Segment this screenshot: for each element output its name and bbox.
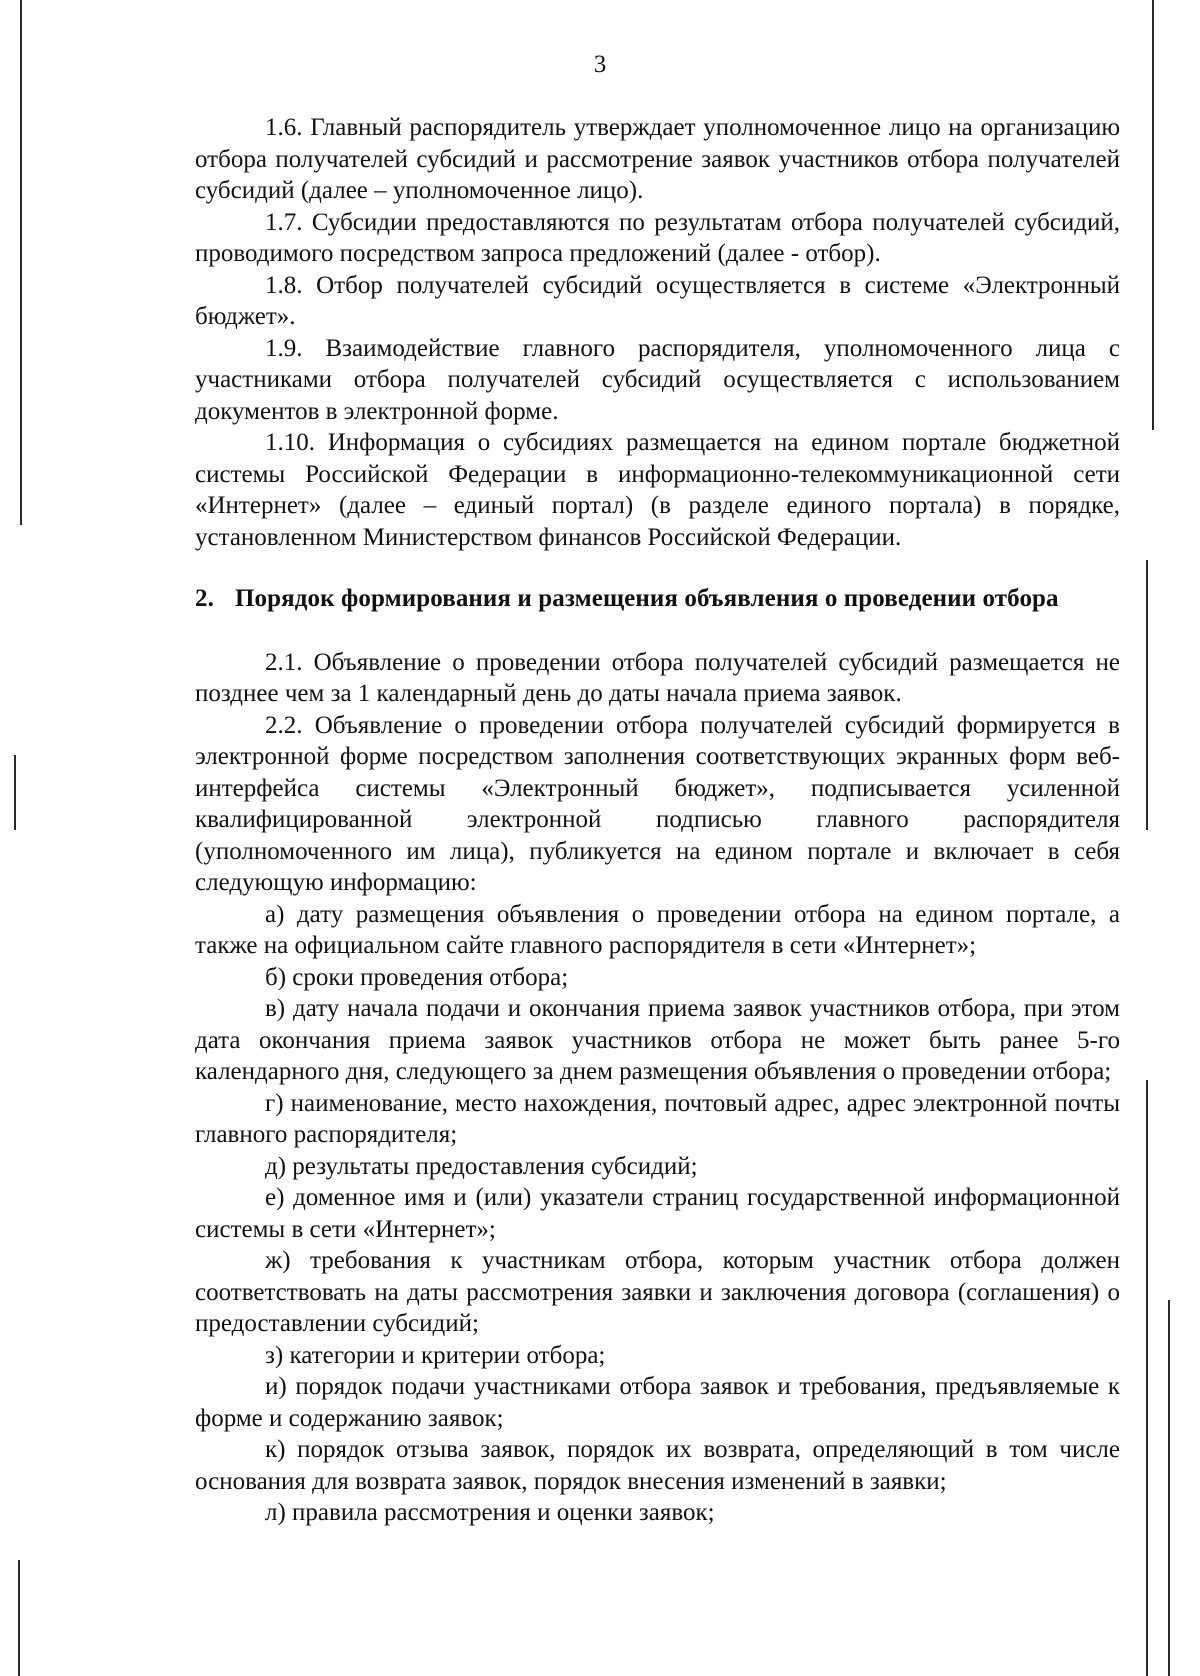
paragraph-1-7: 1.7. Субсидии предоставляются по результатам отбора получателей субсидий, проводимого посредством запроса предложений (далее - отбор). <box>195 208 1120 267</box>
document-body <box>195 112 1120 1529</box>
list-item-z: з) категории и критерии отбора; <box>265 1341 606 1369</box>
page-number: 3 <box>593 51 607 78</box>
scan-edge-right-bottom <box>1146 1080 1148 1676</box>
paragraph-1-6: 1.6. Главный распорядитель утверждает уполномоченное лицо на организацию отбора получателей субсидий и рассмотрение заявок участников отбора получателей субсидий (далее – уполномоченное лицо). <box>195 114 1120 204</box>
list-item-l: л) правила рассмотрения и оценки заявок; <box>265 1499 715 1526</box>
section-title: Порядок формирования и размещения объявления о проведении отбора <box>235 585 1059 612</box>
section-number: 2. <box>195 585 214 612</box>
list-item-zh: ж) требования к участникам отбора, которым участник отбора должен соответствовать на даты рассмотрения заявки и заключения договора (соглашения) о предоставлении субсидий; <box>195 1247 1120 1337</box>
scan-edge-left-mark <box>14 755 16 830</box>
paragraph-2-2: 2.2. Объявление о проведении отбора получателей субсидий формируется в электронной форме посредством заполнения соответствующих экранных форм веб-интерфейса системы «Электронный бюджет», подписывается усиленной квалифицированной электронной подписью главного распорядителя (уполномоченного им лица), публикуется на едином портале и включает в себя следующую информацию: <box>195 711 1120 896</box>
list-item-i: и) порядок подачи участниками отбора заявок и требования, предъявляемые к форме и содержанию заявок; <box>195 1373 1120 1432</box>
list-item-a: а) дату размещения объявления о проведении отбора на едином портале, а также на официальном сайте главного распорядителя в сети «Интернет»; <box>195 900 1120 959</box>
scan-edge-right-mid <box>1146 560 1148 830</box>
list-item-e: е) доменное имя и (или) указатели страниц государственной информационной системы в сети «Интернет»; <box>195 1184 1120 1243</box>
paragraph-1-9: 1.9. Взаимодействие главного распорядителя, уполномоченного лица с участниками отбора получателей субсидий осуществляется с использованием документов в электронной форме. <box>195 334 1120 425</box>
list-item-b: б) сроки проведения отбора; <box>265 963 569 991</box>
list-item-d: д) результаты предоставления субсидий; <box>265 1152 698 1180</box>
section-heading <box>195 583 1120 615</box>
paragraph-1-8: 1.8. Отбор получателей субсидий осуществляется в системе «Электронный бюджет». <box>195 271 1120 330</box>
list-item-v: в) дату начала подачи и окончания приема заявок участников отбора, при этом дата окончания приема заявок участников отбора не может быть ранее 5-го календарного дня, следующего за днем размещения объявления о проведении отбора; <box>195 995 1120 1085</box>
scan-edge-left-bottom <box>18 1560 20 1676</box>
list-item-k: к) порядок отзыва заявок, порядок их возврата, определяющий в том числе основания для возврата заявок, порядок внесения изменений в заявки; <box>195 1436 1120 1495</box>
paragraph-2-1: 2.1. Объявление о проведении отбора получателей субсидий размещается не позднее чем за 1 календарный день до даты начала приема заявок. <box>195 648 1120 707</box>
scan-edge-right-outer <box>1168 1300 1170 1676</box>
paragraph-1-10: 1.10. Информация о субсидиях размещается на едином портале бюджетной системы Российской Федерации в информационно-телекоммуникационной сети «Интернет» (далее – единый портал) (в разделе единого портала) в порядке, установленном Министерством финансов Российской Федерации. <box>195 429 1120 551</box>
list-item-g: г) наименование, место нахождения, почтовый адрес, адрес электронной почты главного распорядителя; <box>195 1089 1120 1148</box>
